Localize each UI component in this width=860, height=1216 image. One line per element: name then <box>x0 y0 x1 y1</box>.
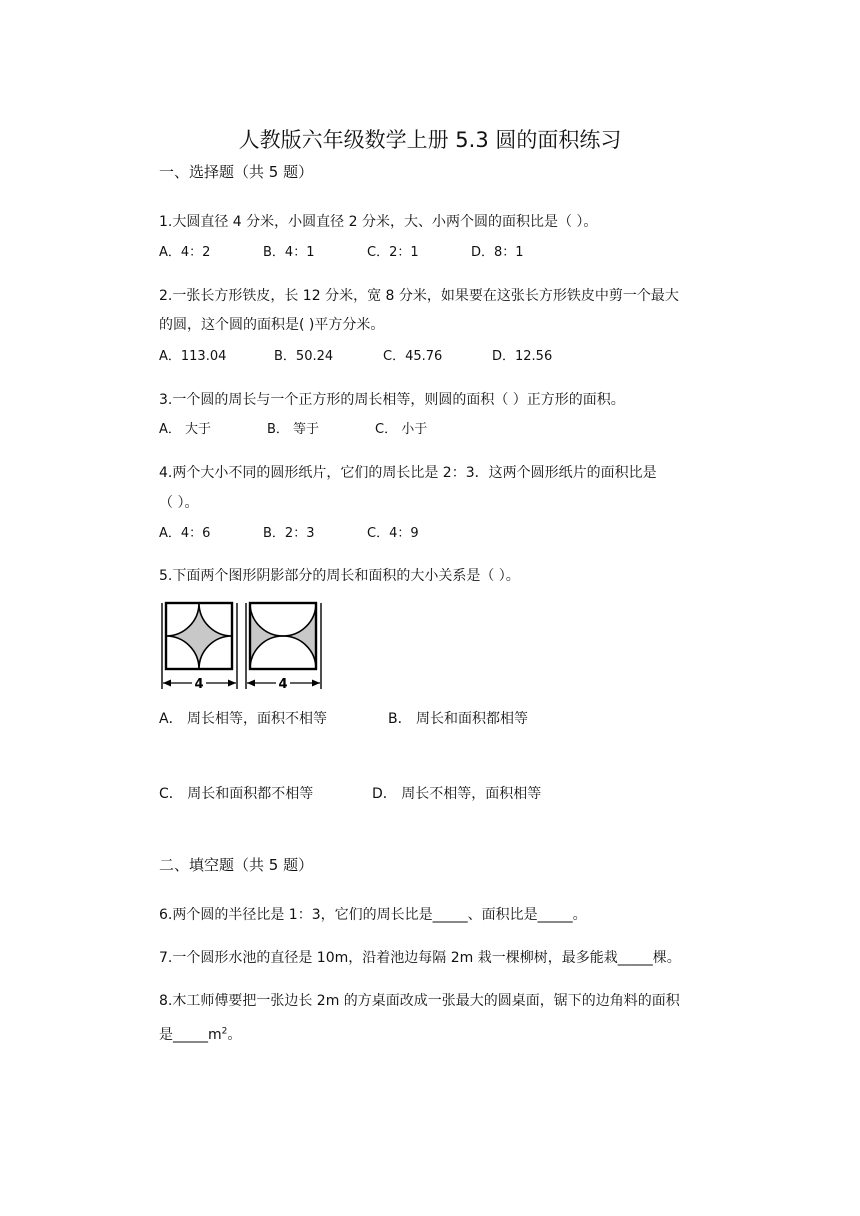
figure-left-label: 4 <box>194 677 204 691</box>
q3-option-a: A． 大于 <box>159 422 212 437</box>
question-6: 6.两个圆的半径比是 1：3，它们的周长比是_____、面积比是_____。 <box>159 907 587 923</box>
q5-option-c: C． 周长和面积都不相等 <box>159 786 314 802</box>
q4-option-c: C．4：9 <box>367 526 419 541</box>
section-heading-fill-blank: 二、填空题（共 5 题） <box>159 856 314 874</box>
shaded-figures-diagram <box>160 597 330 691</box>
question-1: 1.大圆直径 4 分米，小圆直径 2 分米，大、小两个圆的面积比是（ ）。 <box>159 214 598 230</box>
page-title: 人教版六年级数学上册 5.3 圆的面积练习 <box>238 128 622 152</box>
q2-option-a: A．113.04 <box>159 349 227 364</box>
question-2-line-1: 2.一张长方形铁皮，长 12 分米，宽 8 分米，如果要在这张长方形铁皮中剪一个最大 <box>159 288 679 304</box>
question-8-line-2-text: 是_____m <box>159 1027 222 1043</box>
q4-option-a: A．4：6 <box>159 526 211 541</box>
question-5: 5.下面两个图形阴影部分的周长和面积的大小关系是（ ）。 <box>159 568 520 584</box>
q5-option-b: B． 周长和面积都相等 <box>388 711 529 727</box>
question-8-line-2-end: 。 <box>227 1027 242 1043</box>
figure-left <box>162 603 237 691</box>
square-meter-exponent: 2 <box>221 1026 228 1037</box>
question-7: 7.一个圆形水池的直径是 10m，沿着池边每隔 2m 栽一棵柳树，最多能栽_____棵。 <box>159 950 681 966</box>
figure-right <box>246 603 321 691</box>
q2-option-d: D．12.56 <box>492 349 553 364</box>
question-2-line-2: 的圆，这个圆的面积是( )平方分米。 <box>159 317 385 333</box>
q5-option-d: D． 周长不相等，面积相等 <box>372 786 542 802</box>
question-4-line-2: （ ）。 <box>159 495 199 511</box>
q1-option-c: C．2：1 <box>367 245 419 260</box>
q3-option-b: B． 等于 <box>267 422 320 437</box>
question-3: 3.一个圆的周长与一个正方形的周长相等，则圆的面积（ ）正方形的面积。 <box>159 392 625 408</box>
q2-option-b: B．50.24 <box>274 349 334 364</box>
question-8-line-2 <box>159 1025 241 1045</box>
q4-option-b: B．2：3 <box>263 526 315 541</box>
figure-right-label: 4 <box>278 677 288 691</box>
figure-left-shaded-region <box>166 603 232 669</box>
section-heading-choice: 一、选择题（共 5 题） <box>159 163 314 181</box>
q3-option-c: C． 小于 <box>375 422 428 437</box>
q1-option-b: B．4：1 <box>263 245 315 260</box>
q1-option-a: A．4：2 <box>159 245 211 260</box>
q5-option-a: A． 周长相等，面积不相等 <box>159 711 328 727</box>
q1-option-d: D．8：1 <box>471 245 524 260</box>
question-8-line-1: 8.木工师傅要把一张边长 2m 的方桌面改成一张最大的圆桌面，锯下的边角料的面积 <box>159 993 680 1009</box>
question-4-line-1: 4.两个大小不同的圆形纸片，它们的周长比是 2：3．这两个圆形纸片的面积比是 <box>159 465 657 481</box>
q2-option-c: C．45.76 <box>383 349 443 364</box>
